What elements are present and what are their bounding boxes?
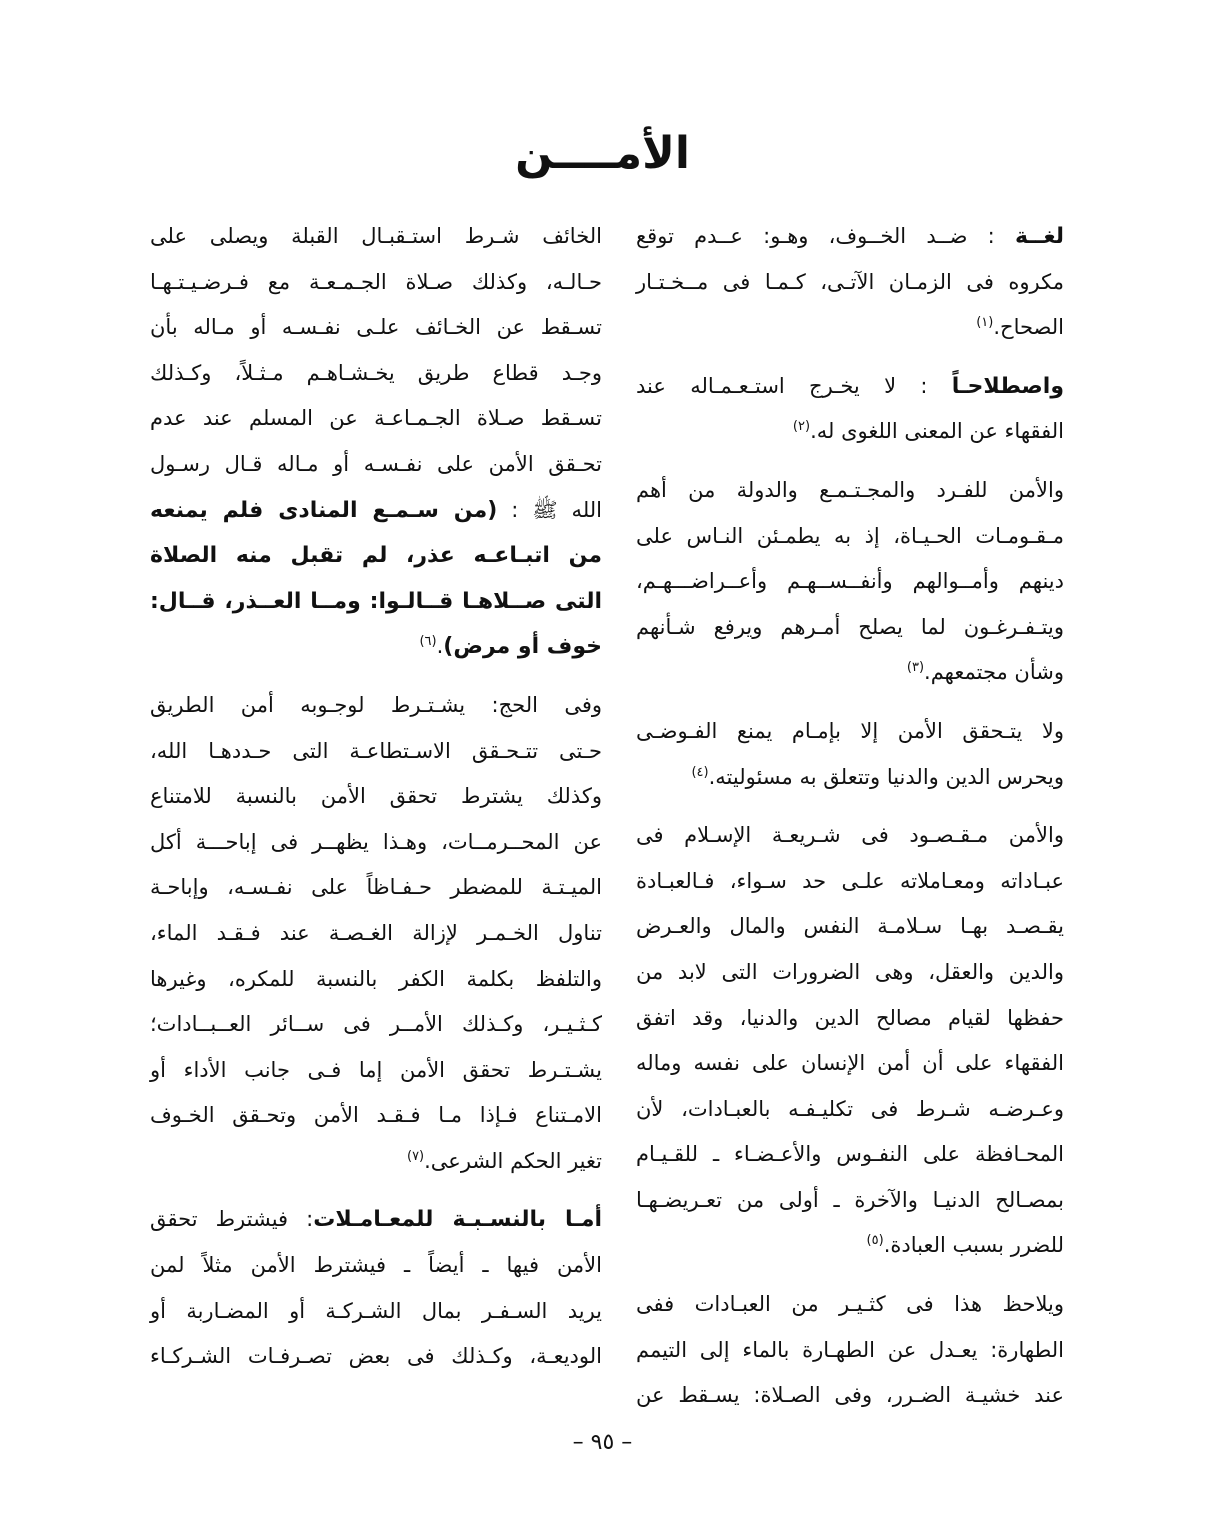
line-text: عن المحــرمــات، وهـذا يظهــر فى إباحـــة أكل bbox=[150, 829, 602, 854]
text-line bbox=[150, 396, 602, 442]
paragraph bbox=[636, 709, 1064, 800]
text-line bbox=[636, 904, 1064, 950]
line-text: وعـرضـه شـرط فى تكليـفـه بالعبـادات، لأن bbox=[636, 1096, 1064, 1121]
paragraph bbox=[636, 468, 1064, 696]
text-line bbox=[636, 859, 1064, 905]
line-text: يقـصـد بهـا سـلامـة النفس والمال والعـرض bbox=[636, 914, 1064, 939]
text-line bbox=[150, 1048, 602, 1094]
line-text: الفقهاء على أن أمن الإنسان على نفسه وماله bbox=[636, 1051, 1064, 1076]
text-line bbox=[150, 911, 602, 957]
text-line bbox=[636, 1178, 1064, 1224]
bold-term: من اتبـاعـه عذر، لم تقبل منه الصلاة bbox=[150, 543, 602, 569]
text-line bbox=[150, 260, 602, 306]
text-line bbox=[150, 214, 602, 260]
text-line bbox=[636, 305, 1064, 351]
text-line bbox=[636, 559, 1064, 605]
bold-term: واصطلاحـاً bbox=[951, 373, 1064, 399]
line-text: والتلفظ بكلمة الكفر بالنسبة للمكره، وغيرها bbox=[150, 966, 602, 991]
line-text: والأمن للفـرد والمجـتـمـع والدولة من أهم bbox=[636, 477, 1064, 502]
footnote-ref: (٤) bbox=[691, 764, 709, 780]
text-line bbox=[150, 488, 602, 534]
line-text: الصحاح. bbox=[993, 315, 1064, 340]
line-text: وفى الحج: يشـتـرط لوجـوبه أمن الطريق bbox=[150, 692, 602, 717]
text-line bbox=[636, 950, 1064, 996]
text-line bbox=[636, 1041, 1064, 1087]
line-text: : فيشترط تحقق bbox=[150, 1207, 314, 1232]
left-column bbox=[150, 214, 602, 1393]
line-text: والأمن مـقـصـود فى شـريعـة الإسـلام فى bbox=[636, 823, 1064, 848]
text-line bbox=[150, 683, 602, 729]
text-line bbox=[150, 1139, 602, 1185]
line-text: للضرر بسبب العبادة. bbox=[883, 1233, 1064, 1258]
line-text: مكروه فى الزمـان الآتـى، كـمـا فى مــخـتـار bbox=[636, 269, 1064, 294]
line-text: عند خشيـة الضـرر، وفى الصـلاة: يسـقط عن bbox=[636, 1383, 1064, 1408]
text-line bbox=[636, 1328, 1064, 1374]
text-line bbox=[636, 1087, 1064, 1133]
text-line bbox=[636, 1223, 1064, 1269]
text-line bbox=[636, 813, 1064, 859]
text-line bbox=[150, 1334, 602, 1380]
text-line bbox=[150, 579, 602, 625]
text-line bbox=[150, 624, 602, 670]
line-text: . bbox=[436, 634, 444, 659]
bold-term: التى صــلاهـا قــالـوا: ومــا العــذر، قــال: bbox=[150, 588, 602, 614]
text-line bbox=[150, 533, 602, 579]
line-text: والدين والعقل، وهى الضرورات التى لابد من bbox=[636, 959, 1064, 984]
text-line bbox=[150, 442, 602, 488]
paragraph bbox=[150, 1197, 602, 1379]
text-line bbox=[150, 774, 602, 820]
line-text: ولا يتـحقق الأمن إلا بإمـام يمنع الفـوضـى bbox=[636, 718, 1064, 743]
text-line bbox=[636, 755, 1064, 801]
text-line bbox=[150, 820, 602, 866]
line-text: كـثـيـر، وكـذلك الأمــر فى ســائر العــبــادات؛ bbox=[150, 1012, 602, 1037]
text-line bbox=[636, 364, 1064, 410]
line-text: حـتى تتـحـقق الاسـتطاعـة التى حـددهـا الله، bbox=[150, 738, 602, 763]
text-line bbox=[636, 260, 1064, 306]
line-text: بمصـالح الدنيـا والآخرة ـ أولى من تعـريضـهـا bbox=[636, 1187, 1064, 1212]
line-text: : ضــد الخــوف، وهـو: عــدم توقع bbox=[636, 224, 1015, 248]
bold-term: لغــة bbox=[1014, 224, 1064, 249]
footnote-ref: (١) bbox=[976, 315, 994, 331]
right-column bbox=[636, 214, 1064, 1432]
text-line bbox=[150, 865, 602, 911]
line-text: ويحرس الدين والدنيا وتتعلق به مسئوليته. bbox=[708, 764, 1064, 789]
text-line bbox=[636, 709, 1064, 755]
bold-term: (من سـمـع المنادى فلم يمنعه bbox=[150, 497, 498, 523]
paragraph bbox=[636, 214, 1064, 351]
line-text: وجـد قطاع طريق يخـشـاهـم مـثـلاً، وكـذلك bbox=[150, 360, 602, 385]
text-line bbox=[150, 729, 602, 775]
line-text: ويلاحظ هذا فى كثـيـر من العبـادات ففى bbox=[636, 1292, 1064, 1317]
text-line bbox=[150, 351, 602, 397]
line-text: وكذلك يشترط تحقق الأمن بالنسبة للامتناع bbox=[150, 784, 602, 809]
line-text: يشـتـرط تحقق الأمن إما فـى جانب الأداء أو bbox=[150, 1057, 602, 1082]
line-text: تناول الخـمـر لإزالة الغـصـة عند فـقـد الماء، bbox=[150, 920, 602, 945]
line-text: تغير الحكم الشرعى. bbox=[424, 1148, 602, 1173]
line-text: الامـتناع فـإذا مـا فـقـد الأمن وتحـقق الخـوف bbox=[150, 1103, 602, 1128]
line-text: الخائف شـرط استـقبـال القبلة ويصلى على bbox=[150, 224, 602, 248]
line-text: وشأن مجتمعهم. bbox=[924, 660, 1064, 685]
text-line bbox=[636, 1282, 1064, 1328]
footnote-ref: (٧) bbox=[406, 1148, 425, 1164]
line-text: الوديعـة، وكـذلك فى بعض تصـرفـات الشـركـاء bbox=[150, 1344, 602, 1369]
bold-term: خوف أو مرض) bbox=[443, 634, 602, 660]
footnote-ref: (٢) bbox=[792, 419, 811, 435]
text-line bbox=[150, 1002, 602, 1048]
bold-term: أمـا بالنسـبـة للمعـامـلات bbox=[313, 1207, 602, 1233]
paragraph bbox=[636, 364, 1064, 455]
text-line bbox=[150, 957, 602, 1003]
line-text: دينهم وأمــوالهم وأنفــســهـم وأعــراضـــهـم، bbox=[636, 569, 1064, 594]
text-line bbox=[150, 1093, 602, 1139]
text-line bbox=[636, 650, 1064, 696]
line-text: تسـقط صـلاة الجـمـاعـة عن المسلم عند عدم bbox=[150, 406, 602, 431]
text-line bbox=[636, 468, 1064, 514]
line-text: حـالـه، وكذلك صـلاة الجـمـعـة مع فـرضـيـتـهـا bbox=[150, 269, 602, 294]
text-line bbox=[150, 1243, 602, 1289]
line-text: الطهارة: يعـدل عن الطهـارة بالماء إلى التيمم bbox=[636, 1337, 1064, 1362]
line-text: الفقهاء عن المعنى اللغوى له. bbox=[810, 419, 1064, 444]
text-line bbox=[150, 305, 602, 351]
line-text: تحـقق الأمن على نفـسـه أو مـاله قـال رسـول bbox=[150, 451, 602, 476]
line-text: عبـاداته ومعـاملاته علـى حد سـواء، فـالعبـادة bbox=[636, 868, 1064, 893]
text-line bbox=[636, 605, 1064, 651]
footnote-ref: (٦) bbox=[419, 634, 437, 650]
line-text: المحـافظة على النفـوس والأعـضـاء ـ للقـيـام bbox=[636, 1142, 1064, 1167]
text-line bbox=[636, 409, 1064, 455]
text-line bbox=[636, 514, 1064, 560]
line-text: تسـقط عن الخـائف علـى نفـسـه أو مـاله بأن bbox=[150, 315, 602, 340]
text-line bbox=[150, 1197, 602, 1243]
line-text: مـقـومـات الحـيـاة، إذ به يطمـئن النـاس على bbox=[636, 523, 1064, 548]
paragraph bbox=[636, 1282, 1064, 1419]
page-title: الأمــــن bbox=[515, 128, 690, 179]
paragraph bbox=[636, 813, 1064, 1269]
page-number: – ٩٥ – bbox=[572, 1430, 633, 1455]
line-text: ويتـفـرغـون لما يصلح أمـرهم ويرفع شـأنهم bbox=[636, 614, 1064, 639]
line-text: يريد السـفـر بمال الشـركـة أو المضـاربة أو bbox=[150, 1298, 602, 1323]
line-text: حفظها لقيام مصالح الدين والدنيا، وقد اتفق bbox=[636, 1005, 1064, 1030]
line-text: : لا يخـرج استـعـمـاله عند bbox=[636, 373, 952, 398]
text-line bbox=[636, 1373, 1064, 1419]
text-line bbox=[150, 1289, 602, 1335]
line-text: الله ﷺ : bbox=[497, 497, 602, 522]
text-line bbox=[636, 214, 1064, 260]
text-line bbox=[636, 1132, 1064, 1178]
line-text: الميـتـة للمضطر حـفـاظاً على نفـسـه، وإباحـة bbox=[150, 875, 602, 900]
paragraph bbox=[150, 683, 602, 1185]
line-text: الأمن فيها ـ أيضاً ـ فيشترط الأمن مثلاً لمن bbox=[150, 1253, 602, 1278]
paragraph bbox=[150, 214, 602, 670]
footnote-ref: (٣) bbox=[906, 660, 925, 676]
text-line bbox=[636, 996, 1064, 1042]
footnote-ref: (٥) bbox=[866, 1233, 884, 1249]
